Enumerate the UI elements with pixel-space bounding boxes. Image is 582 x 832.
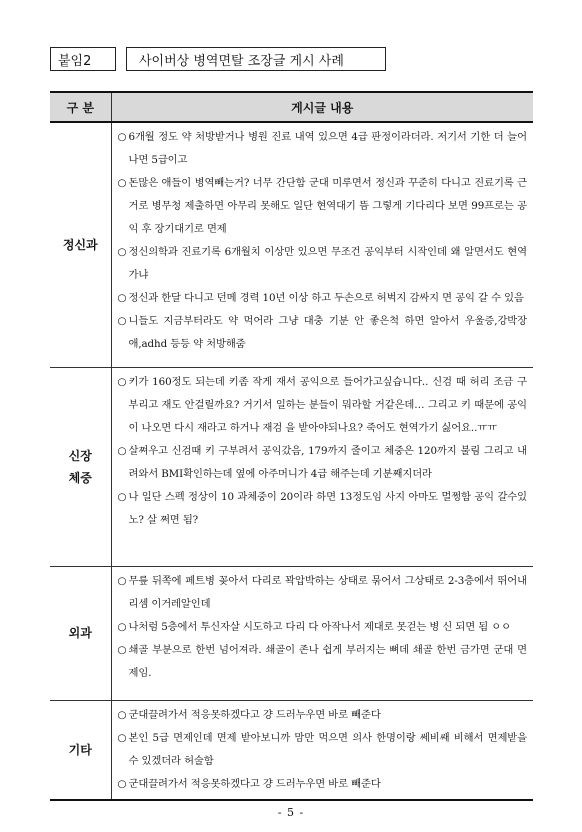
list-item [118,704,528,727]
col-header-content: 게시글 내용 [111,92,533,122]
bullet-icon: ○ [117,292,127,304]
bullet-icon: ○ [117,246,127,258]
list-item [118,241,528,287]
page-number: - 5 - [277,806,305,819]
item-text: 무릎 뒤쪽에 페트병 꽂아서 다리로 꽉압박하는 상태로 묶어서 그상태로 2-3층에서 뛰어내리셈 이거레알인데 [128,574,527,610]
table-row [50,122,533,367]
bullet-icon: ○ [117,620,127,633]
category-cell: 외과 [50,566,111,700]
list-item [118,727,528,773]
bullet-icon: ○ [117,731,127,744]
item-text: 군대끌려가서 적응못하겠다고 걍 드러누우면 바로 빼준다 [128,777,381,790]
content-cell [111,566,533,700]
list-item [118,310,528,356]
table-header-row [50,92,533,122]
item-text: 니들도 지금부터라도 약 먹어라 그냥 대충 기분 안 좋은척 하면 알아서 우울증,강박장애,adhd 등등 약 처방해줌 [128,315,527,350]
item-text: 나 일단 스펙 정상이 10 과체중이 20이라 하면 13정도임 사지 아마도 멀쩡함 공익 갈수있노? 살 쩌면 됨? [128,490,527,526]
bullet-icon: ○ [117,490,127,503]
attachment-tag: 붙임2 [50,47,116,71]
bullet-icon: ○ [117,375,127,388]
item-text: 나처럼 5층에서 투신자살 시도하고 다리 다 아작나서 제대로 못걷는 병 신 되면 됨 ㅇㅇ [128,620,511,633]
category-cell: 정신과 [50,122,111,367]
category-label: 신장 체중 [68,448,92,485]
bullet-icon: ○ [117,574,127,587]
list-item [118,773,528,796]
bullet-icon: ○ [117,444,127,457]
item-text: 키가 160정도 되는데 키좀 작게 재서 공익으로 들어가고싶습니다.. 신검 때 허리 조금 구부리고 재도 안걸릴까요? 거기서 일하는 분들이 뭐라할 거같은데… 그리고 키 때문에 공익이 나오면 다시 재라고 하거나 재검 을 받아야되나요? 죽어도 현역가기 싫어요..ㅠㅠ [128,375,527,434]
bullet-icon: ○ [117,777,127,790]
list-item [118,570,528,616]
col-header-category: 구 분 [50,92,111,122]
table-row [50,367,533,566]
list-item [118,172,528,241]
bullet-icon: ○ [117,708,127,721]
item-text: 살쪄우고 신검때 키 구부려서 공익갔음, 179까지 줄이고 체중은 120까지 불림 그리고 내려와서 BMI확인하는데 옆에 아주머니가 4급 해주는데 기분째지더라 [128,444,527,480]
list-item [118,371,528,440]
attachment-title: 사이버상 병역면탈 조장글 게시 사례 [126,47,386,71]
item-text: 정신의학과 진료기록 6개월치 이상만 있으면 무조건 공익부터 시작인데 왜 알면서도 현역가냐 [128,246,527,281]
list-item [118,486,528,532]
bullet-icon: ○ [117,177,127,189]
table-row [50,700,533,800]
bullet-icon: ○ [117,315,127,327]
bullet-icon: ○ [117,643,127,656]
item-text: 본인 5급 면제인데 면제 받아보니까 맘만 먹으면 의사 한명이랑 쎄비쌔 비해서 면제받을 수 있겠더라 허술함 [128,731,527,767]
attachment-header [50,47,386,73]
item-text: 돈많은 애들이 병역빼는거? 너무 간단함 군대 미루면서 정신과 꾸준히 다니고 진료기록 근거로 병무청 제출하면 아무리 못해도 일단 현역대기 뜸 그렇게 기다리다 보면 99프로는 공익 후 장기대기로 면제 [128,177,527,235]
content-cell [111,122,533,367]
list-item [118,126,528,172]
list-item [118,616,528,639]
list-item [118,440,528,486]
bullet-icon: ○ [117,131,127,143]
category-cell: 기타 [50,700,111,800]
table-row [50,566,533,700]
category-cell [50,367,111,566]
list-item [118,639,528,685]
item-text: 군대끌려가서 적응못하겠다고 걍 드러누우면 바로 빼준다 [128,708,381,721]
content-cell [111,367,533,566]
item-text: 6개월 정도 약 처방받거나 병원 진료 내역 있으면 4급 판정이라더라. 저기서 기한 더 늘어나면 5급이고 [128,131,527,166]
content-cell [111,700,533,800]
item-text: 쇄골 부분으로 한번 넘어져라. 쇄골이 존나 쉽게 부러지는 뼈데 쇄골 한번 금가면 군대 면제임. [128,643,527,679]
list-item [118,287,528,310]
item-text: 정신과 한달 다니고 던메 경력 10년 이상 하고 두손으로 허벅지 감싸지 면 공익 갈 수 있음 [128,292,524,304]
cases-table [50,91,533,801]
